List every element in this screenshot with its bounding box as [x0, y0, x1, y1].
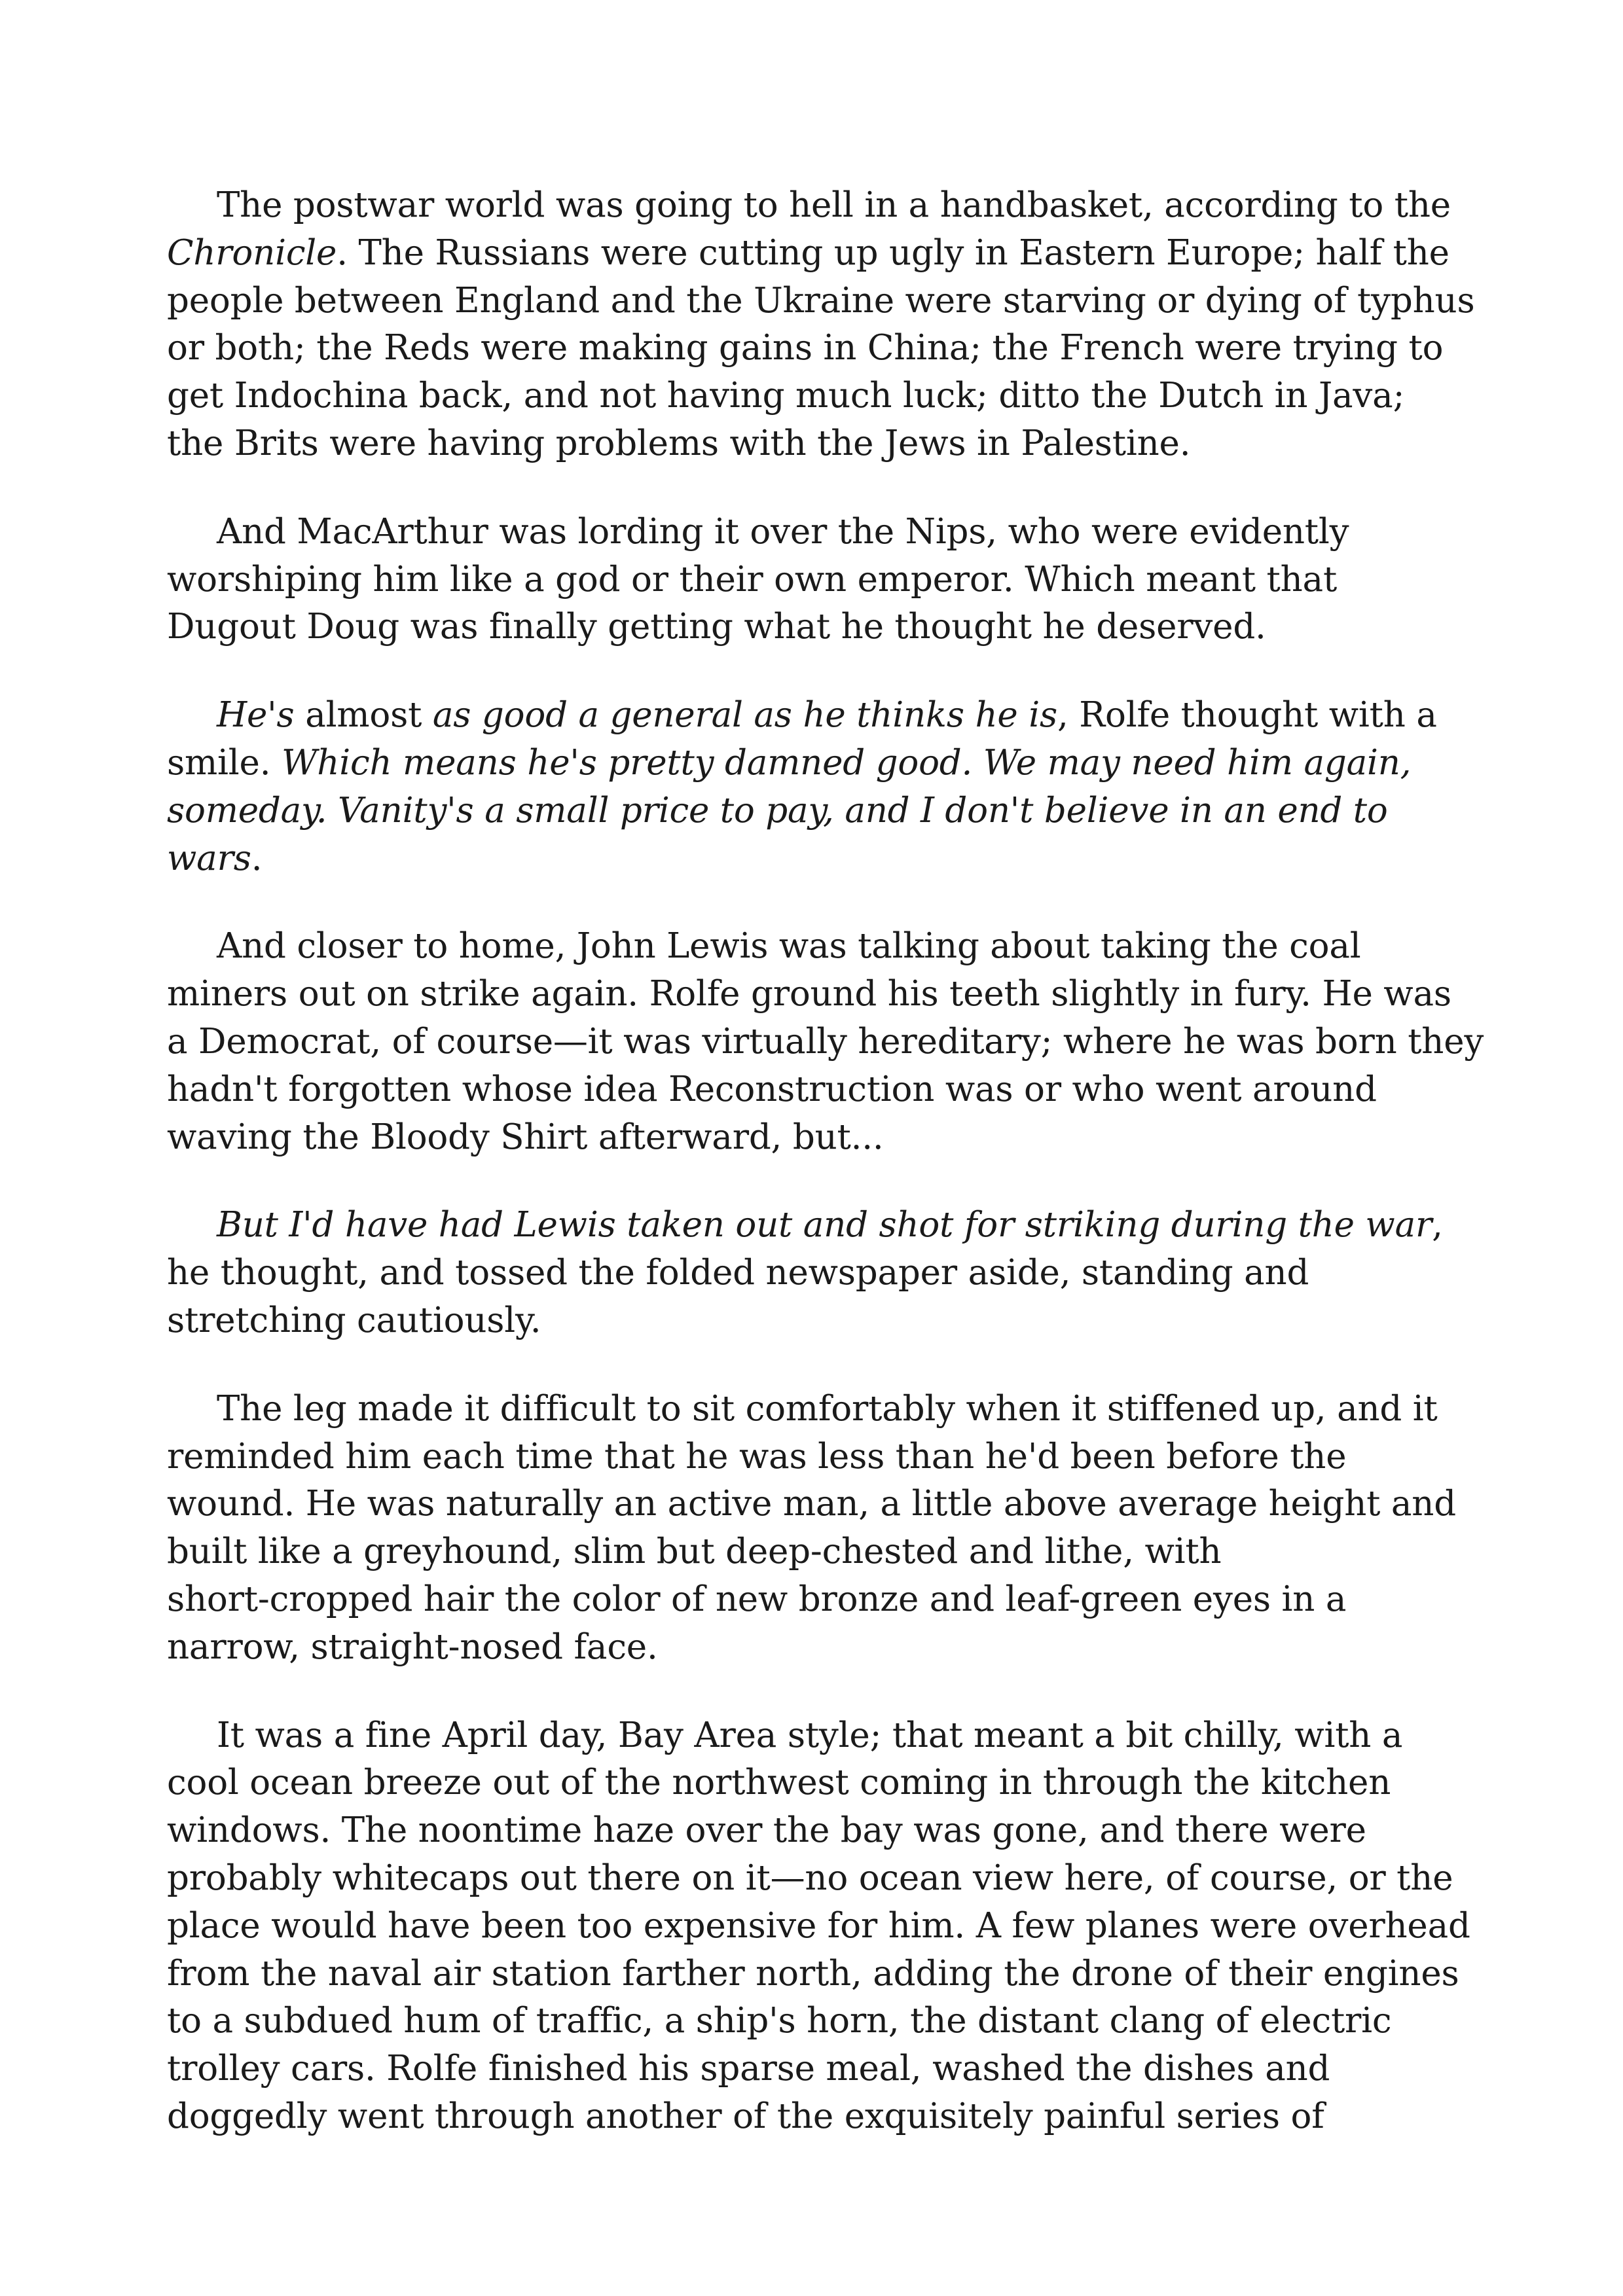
text-run: people between England and the Ukraine were starving or dying of typhus	[167, 280, 1475, 321]
text-line	[167, 1249, 1476, 1297]
text-line	[167, 971, 1476, 1018]
text-run: get Indochina back, and not having much luck; ditto the Dutch in Java;	[167, 376, 1405, 416]
text-run: . The Russians were cutting up ugly in Eastern Europe; half the	[337, 232, 1450, 273]
italic-text: But I'd have had Lewis taken out and shot for striking during the war	[217, 1205, 1432, 1246]
text-line	[167, 509, 1476, 556]
text-line	[167, 1433, 1476, 1481]
italic-text: He's	[217, 695, 295, 736]
paragraph	[167, 923, 1484, 1161]
text-run: almost	[294, 695, 433, 736]
text-line	[167, 835, 1476, 883]
text-run: doggedly went through another of the exquisitely painful series of	[167, 2096, 1324, 2136]
italic-text: Which means he's pretty damned good. We may need him again,	[282, 742, 1412, 783]
text-line	[167, 1759, 1476, 1807]
body-text	[167, 182, 1484, 2141]
paragraph	[167, 509, 1476, 651]
paragraph	[167, 1712, 1476, 2141]
text-run: The postwar world was going to hell in a handbasket, according to the	[217, 185, 1451, 225]
text-run: narrow, straight-nosed face.	[167, 1626, 658, 1667]
text-line	[167, 740, 1476, 787]
text-line	[167, 1998, 1476, 2045]
paragraph	[167, 182, 1476, 468]
text-run: , Rolfe thought with a	[1057, 695, 1437, 736]
text-run: .	[251, 838, 263, 878]
text-run: worshiping him like a god or their own emperor. Which meant that	[167, 559, 1338, 600]
text-line	[167, 787, 1476, 835]
text-line	[167, 603, 1476, 651]
italic-text: as good a general as he thinks he is	[432, 695, 1057, 736]
text-line	[167, 2045, 1476, 2093]
text-line	[167, 420, 1476, 468]
text-line	[167, 325, 1476, 372]
paragraph	[167, 1202, 1476, 1344]
text-line	[167, 1386, 1476, 1433]
text-line	[167, 1202, 1476, 1249]
text-line	[167, 1066, 1476, 1114]
text-run: a Democrat, of course—it was virtually hereditary; where he was born they	[167, 1021, 1484, 1062]
text-run: ,	[1432, 1205, 1443, 1246]
text-run: miners out on strike again. Rolfe ground his teeth slightly in fury. He was	[167, 974, 1451, 1014]
text-run: And closer to home, John Lewis was talking about taking the coal	[217, 926, 1361, 967]
text-line	[167, 1114, 1476, 1162]
text-run: the Brits were having problems with the Jews in Palestine.	[167, 423, 1191, 463]
text-run: from the naval air station farther north, adding the drone of their engines	[167, 1953, 1459, 1994]
text-line	[167, 1297, 1476, 1345]
text-run: short-cropped hair the color of new bronze and leaf-green eyes in a	[167, 1579, 1347, 1619]
text-run: trolley cars. Rolfe finished his sparse meal, washed the dishes and	[167, 2049, 1330, 2089]
text-line	[167, 1576, 1476, 1624]
text-line	[167, 1950, 1476, 1998]
text-run: It was a fine April day, Bay Area style; that meant a bit chilly, with a	[217, 1715, 1403, 1755]
text-line	[167, 1528, 1476, 1576]
text-line	[167, 182, 1476, 230]
text-line	[167, 372, 1476, 420]
text-run: windows. The noontime haze over the bay was gone, and there were	[167, 1810, 1366, 1851]
text-line	[167, 923, 1476, 971]
italic-text: wars	[167, 838, 251, 878]
text-line	[167, 1807, 1476, 1855]
text-run: The leg made it difficult to sit comfortably when it stiffened up, and it	[217, 1388, 1438, 1429]
text-run: Dugout Doug was finally getting what he thought he deserved.	[167, 607, 1266, 647]
text-run: probably whitecaps out there on it—no ocean view here, of course, or the	[167, 1857, 1453, 1898]
text-line	[167, 1712, 1476, 1760]
text-run: place would have been too expensive for him. A few planes were overhead	[167, 1905, 1470, 1946]
text-line	[167, 278, 1476, 325]
text-run: smile.	[167, 742, 282, 783]
text-run: cool ocean breeze out of the northwest coming in through the kitchen	[167, 1763, 1391, 1803]
text-run: And MacArthur was lording it over the Nips, who were evidently	[217, 511, 1349, 552]
text-run: reminded him each time that he was less than he'd been before the	[167, 1436, 1347, 1477]
italic-text: someday. Vanity's a small price to pay, and I don't believe in an end to	[167, 790, 1388, 831]
text-run: hadn't forgotten whose idea Reconstruction was or who went around	[167, 1069, 1377, 1109]
italic-text: Chronicle	[167, 232, 337, 273]
paragraph	[167, 692, 1476, 882]
paragraph	[167, 1386, 1476, 1672]
text-line	[167, 1903, 1476, 1950]
text-line	[167, 230, 1476, 278]
text-line	[167, 1624, 1476, 1672]
text-run: or both; the Reds were making gains in China; the French were trying to	[167, 328, 1444, 368]
text-run: wound. He was naturally an active man, a little above average height and	[167, 1484, 1456, 1524]
text-run: waving the Bloody Shirt afterward, but...	[167, 1117, 884, 1157]
text-line	[167, 556, 1476, 604]
text-line	[167, 1018, 1484, 1066]
text-line	[167, 2093, 1476, 2141]
text-run: to a subdued hum of traffic, a ship's horn, the distant clang of electric	[167, 2001, 1392, 2041]
text-run: built like a greyhound, slim but deep-chested and lithe, with	[167, 1532, 1222, 1572]
text-line	[167, 1480, 1476, 1528]
text-run: stretching cautiously.	[167, 1300, 541, 1340]
text-line	[167, 1855, 1476, 1903]
text-line	[167, 692, 1476, 740]
text-run: he thought, and tossed the folded newspaper aside, standing and	[167, 1253, 1309, 1293]
